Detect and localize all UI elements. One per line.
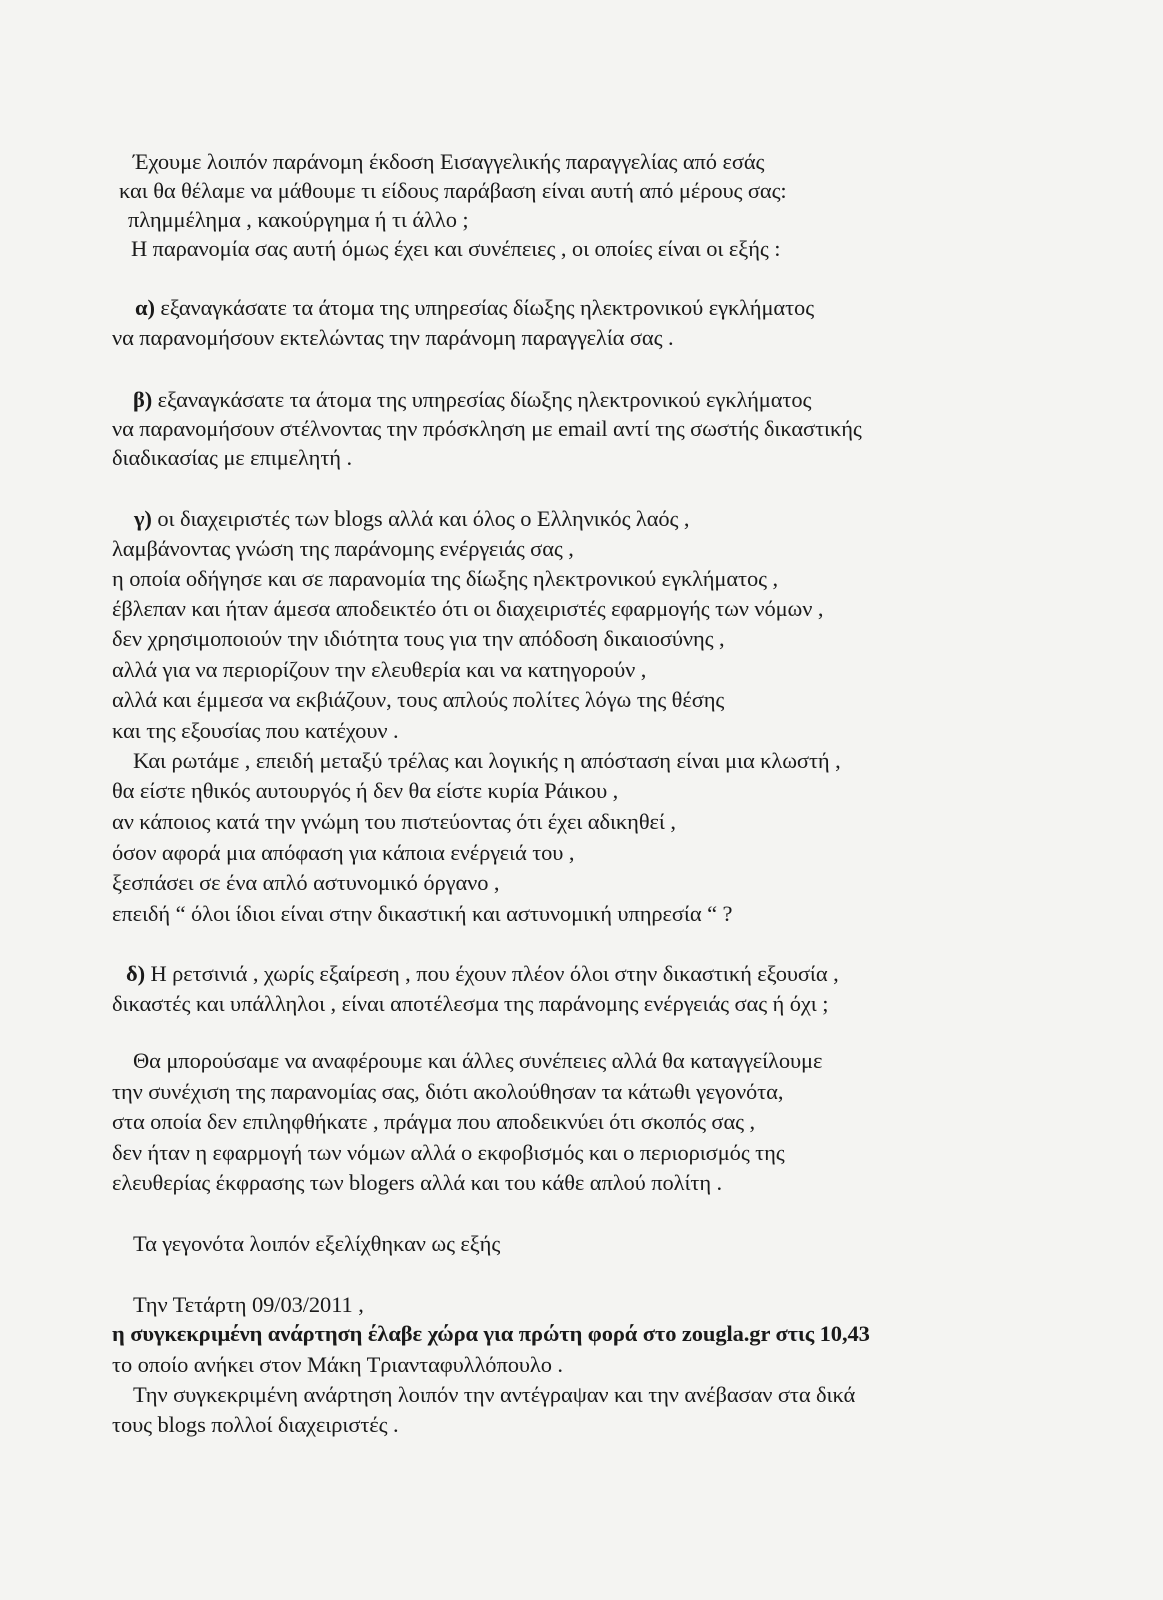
- text-line: λαμβάνοντας γνώση της παράνομης ενέργειάς σας ,: [112, 536, 574, 561]
- text-line: να παρανομήσουν εκτελώντας την παράνομη παραγγελία σας .: [112, 325, 674, 350]
- item-marker: δ): [126, 961, 145, 986]
- item-c-line-1: [134, 504, 689, 533]
- text-line: και της εξουσίας που κατέχουν .: [112, 718, 399, 743]
- text-line: όσον αφορά μια απόφαση για κάποια ενέργειά του ,: [112, 840, 575, 865]
- text-line: και θα θέλαμε να μάθουμε τι είδους παράβαση είναι αυτή από μέρους σας:: [119, 178, 787, 203]
- item-d-line-1: [126, 959, 839, 988]
- item-text: εξαναγκάσατε τα άτομα της υπηρεσίας δίωξης ηλεκτρονικού εγκλήματος: [154, 295, 815, 320]
- text-line: αν κάποιος κατά την γνώμη του πιστεύοντας ότι έχει αδικηθεί ,: [112, 809, 676, 834]
- text-line: Την Τετάρτη 09/03/2011 ,: [133, 1292, 364, 1317]
- item-text: Η ρετσινιά , χωρίς εξαίρεση , που έχουν πλέον όλοι στην δικαστική εξουσία ,: [144, 961, 839, 986]
- text-line: διαδικασίας με επιμελητή .: [112, 445, 352, 470]
- item-marker: β): [133, 387, 153, 412]
- text-line: αλλά και έμμεσα να εκβιάζουν, τους απλούς πολίτες λόγω της θέσης: [112, 687, 725, 712]
- text-line: Θα μπορούσαμε να αναφέρουμε και άλλες συνέπειες αλλά θα καταγγείλουμε: [133, 1048, 823, 1073]
- item-marker: γ): [134, 506, 152, 531]
- text-line: η οποία οδήγησε και σε παρανομία της δίωξης ηλεκτρονικού εγκλήματος ,: [112, 566, 778, 591]
- item-a-line-1: [135, 293, 814, 322]
- text-line: Έχουμε λοιπόν παράνομη έκδοση Εισαγγελικής παραγγελίας από εσάς: [133, 149, 765, 174]
- item-marker: α): [135, 295, 155, 320]
- text-line: πλημμέλημα , κακούργημα ή τι άλλο ;: [128, 207, 469, 232]
- text-line: δικαστές και υπάλληλοι , είναι αποτέλεσμα της παράνομης ενέργειάς σας ή όχι ;: [112, 991, 829, 1016]
- text-line: το οποίο ανήκει στον Μάκη Τριανταφυλλόπουλο .: [112, 1352, 563, 1377]
- text-line: τους blogs πολλοί διαχειριστές .: [112, 1412, 399, 1437]
- text-line: ξεσπάσει σε ένα απλό αστυνομικό όργανο ,: [112, 870, 500, 895]
- text-line: Και ρωτάμε , επειδή μεταξύ τρέλας και λογικής η απόσταση είναι μια κλωστή ,: [133, 748, 841, 773]
- text-line: Την συγκεκριμένη ανάρτηση λοιπόν την αντέγραψαν και την ανέβασαν στα δικά: [133, 1382, 856, 1407]
- item-text: εξαναγκάσατε τα άτομα της υπηρεσίας δίωξης ηλεκτρονικού εγκλήματος: [152, 387, 812, 412]
- text-line: Τα γεγονότα λοιπόν εξελίχθηκαν ως εξής: [133, 1231, 501, 1256]
- text-line: ελευθερίας έκφρασης των blogers αλλά και του κάθε απλού πολίτη .: [112, 1170, 723, 1195]
- item-text: οι διαχειριστές των blogs αλλά και όλος ο Ελληνικός λαός ,: [151, 506, 690, 531]
- text-line: επειδή “ όλοι ίδιοι είναι στην δικαστική και αστυνομική υπηρεσία “ ?: [112, 901, 733, 926]
- text-line: Η παρανομία σας αυτή όμως έχει και συνέπειες , οι οποίες είναι οι εξής :: [131, 236, 781, 261]
- item-b-line-1: [133, 385, 811, 414]
- text-line: δεν ήταν η εφαρμογή των νόμων αλλά ο εκφοβισμός και ο περιορισμός της: [112, 1140, 785, 1165]
- text-line: δεν χρησιμοποιούν την ιδιότητα τους για την απόδοση δικαιοσύνης ,: [112, 626, 725, 651]
- text-line: την συνέχιση της παρανομίας σας, διότι ακολούθησαν τα κάτωθι γεγονότα,: [112, 1079, 784, 1104]
- text-line: να παρανομήσουν στέλνοντας την πρόσκληση με email αντί της σωστής δικαστικής: [112, 416, 862, 441]
- bold-text-line: η συγκεκριμένη ανάρτηση έλαβε χώρα για πρώτη φορά στο zougla.gr στις 10,43: [112, 1321, 870, 1346]
- text-line: θα είστε ηθικός αυτουργός ή δεν θα είστε κυρία Ράικου ,: [112, 778, 619, 803]
- text-line: έβλεπαν και ήταν άμεσα αποδεικτέο ότι οι διαχειριστές εφαρμογής των νόμων ,: [112, 596, 824, 621]
- text-line: στα οποία δεν επιληφθήκατε , πράγμα που αποδεικνύει ότι σκοπός σας ,: [112, 1109, 755, 1134]
- text-line: αλλά για να περιορίζουν την ελευθερία και να κατηγορούν ,: [112, 657, 647, 682]
